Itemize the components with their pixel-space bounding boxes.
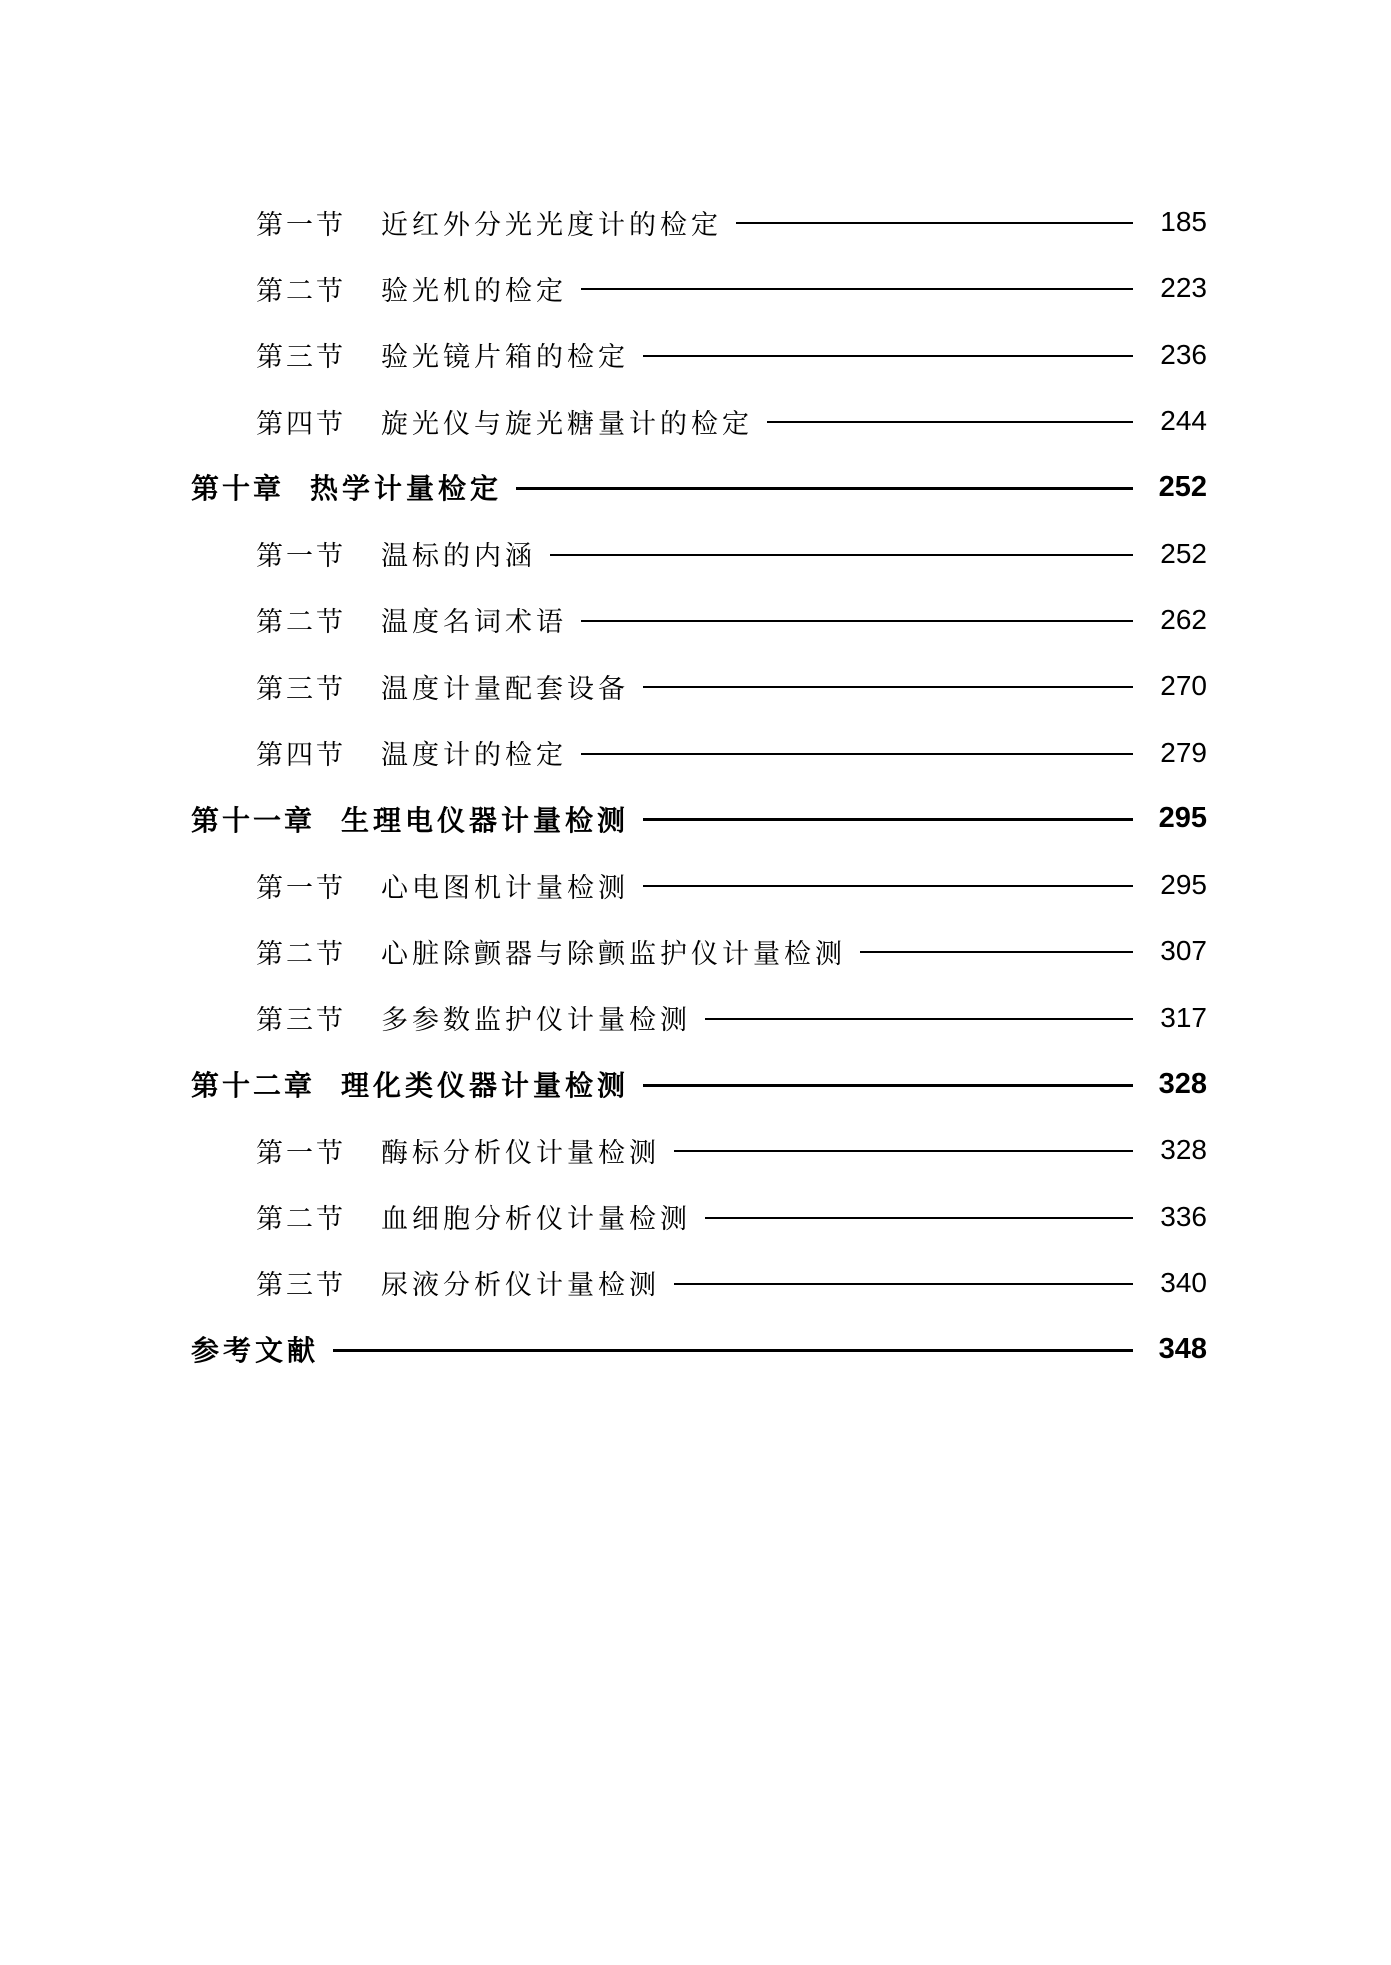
entry-label <box>256 866 639 905</box>
section-number: 第一节 <box>256 209 346 241</box>
dash-leader <box>581 288 1133 290</box>
section-number: 第三节 <box>256 1005 346 1037</box>
entry-label <box>256 600 577 639</box>
entry-label <box>256 335 639 374</box>
page-number: 252 <box>1160 537 1207 569</box>
page-number: 270 <box>1160 670 1207 702</box>
page-number: 328 <box>1160 1134 1207 1166</box>
section-title: 血细胞分析仪计量检测 <box>381 1204 691 1236</box>
toc-entry-section[interactable] <box>0 852 1391 918</box>
page-number: 262 <box>1160 603 1207 635</box>
page-number: 295 <box>1158 802 1207 835</box>
entry-label <box>256 998 701 1037</box>
dash-leader <box>860 951 1133 953</box>
toc-entry-section[interactable] <box>0 255 1391 321</box>
toc-entry-section[interactable] <box>0 189 1391 255</box>
page-number: 223 <box>1160 272 1207 304</box>
section-title: 验光机的检定 <box>381 275 567 307</box>
chapter-title: 生理电仪器计量检测 <box>341 803 630 837</box>
section-title: 验光镜片箱的检定 <box>381 342 629 374</box>
section-number: 第二节 <box>256 607 346 639</box>
section-title: 温标的内涵 <box>381 541 536 573</box>
toc-entry-section[interactable] <box>0 653 1391 719</box>
toc-entry-references[interactable] <box>0 1316 1391 1382</box>
section-number: 第三节 <box>256 1270 346 1302</box>
dash-leader <box>736 222 1133 224</box>
page-number: 340 <box>1160 1266 1207 1298</box>
section-number: 第二节 <box>256 1204 346 1236</box>
section-title: 温度名词术语 <box>381 607 567 639</box>
chapter-number: 第十二章 <box>191 1069 316 1102</box>
dash-leader <box>581 753 1133 755</box>
dash-leader <box>581 620 1133 622</box>
dash-leader <box>705 1217 1133 1219</box>
dash-leader <box>705 1018 1133 1020</box>
entry-label <box>191 1064 639 1104</box>
toc-entry-section[interactable] <box>0 587 1391 653</box>
entry-label <box>191 467 512 507</box>
entry-label <box>191 1329 329 1369</box>
page-number: 295 <box>1160 869 1207 901</box>
dash-leader <box>333 1349 1133 1352</box>
section-title: 温度计量配套设备 <box>381 673 629 705</box>
page-number: 307 <box>1160 935 1207 967</box>
section-title: 近红外分光光度计的检定 <box>381 209 722 241</box>
entry-label <box>256 269 577 308</box>
section-number: 第四节 <box>256 408 346 440</box>
dash-leader <box>643 686 1133 688</box>
page-number: 244 <box>1160 405 1207 437</box>
page-number: 328 <box>1158 1067 1207 1100</box>
toc-entry-section[interactable] <box>0 388 1391 454</box>
entry-label <box>256 733 577 772</box>
dash-leader <box>674 1283 1133 1285</box>
page-number: 317 <box>1160 1001 1207 1033</box>
chapter-number: 第十一章 <box>191 803 316 837</box>
toc-entry-chapter[interactable] <box>0 1051 1391 1117</box>
entry-label <box>256 1197 701 1236</box>
entry-label <box>191 799 639 839</box>
toc-entry-section[interactable] <box>0 322 1391 388</box>
section-number: 第一节 <box>256 872 346 904</box>
page-number: 236 <box>1160 338 1207 370</box>
page-number: 279 <box>1160 736 1207 768</box>
entry-label <box>256 932 856 971</box>
toc-entry-section[interactable] <box>0 1250 1391 1316</box>
section-number: 第二节 <box>256 938 346 970</box>
dash-leader <box>643 1084 1133 1087</box>
toc-entry-section[interactable] <box>0 918 1391 984</box>
chapter-number: 第十章 <box>191 472 285 506</box>
entry-label <box>256 402 763 441</box>
section-title: 心电图机计量检测 <box>381 872 629 904</box>
references-title: 参考文献 <box>191 1334 320 1368</box>
dash-leader <box>643 818 1133 821</box>
entry-label <box>256 534 546 573</box>
dash-leader <box>767 421 1133 423</box>
chapter-title: 热学计量检定 <box>310 472 503 506</box>
section-title: 心脏除颤器与除颤监护仪计量检测 <box>381 938 846 970</box>
page-number: 348 <box>1158 1332 1207 1365</box>
section-title: 温度计的检定 <box>381 740 567 772</box>
page-number: 252 <box>1158 470 1207 503</box>
toc-entry-section[interactable] <box>0 520 1391 586</box>
toc-entry-chapter[interactable] <box>0 454 1391 520</box>
toc-entry-section[interactable] <box>0 1183 1391 1249</box>
page-number: 336 <box>1160 1200 1207 1232</box>
entry-label <box>256 203 732 242</box>
entry-label <box>256 1131 670 1170</box>
toc-entry-chapter[interactable] <box>0 786 1391 852</box>
section-title: 酶标分析仪计量检测 <box>381 1137 660 1169</box>
chapter-title: 理化类仪器计量检测 <box>341 1069 630 1102</box>
section-number: 第二节 <box>256 275 346 307</box>
dash-leader <box>674 1150 1133 1152</box>
section-number: 第一节 <box>256 541 346 573</box>
entry-label <box>256 667 639 706</box>
entry-label <box>256 1263 670 1302</box>
section-number: 第四节 <box>256 740 346 772</box>
toc-entry-section[interactable] <box>0 719 1391 785</box>
dash-leader <box>643 885 1133 887</box>
section-title: 尿液分析仪计量检测 <box>381 1270 660 1302</box>
section-title: 旋光仪与旋光糖量计的检定 <box>381 408 753 440</box>
section-number: 第一节 <box>256 1137 346 1169</box>
dash-leader <box>516 487 1133 490</box>
dash-leader <box>550 554 1133 556</box>
toc-entry-section[interactable] <box>0 985 1391 1051</box>
page-number: 185 <box>1160 206 1207 238</box>
section-number: 第三节 <box>256 673 346 705</box>
dash-leader <box>643 355 1133 357</box>
toc-entry-section[interactable] <box>0 1117 1391 1183</box>
table-of-contents <box>0 189 1391 1382</box>
section-title: 多参数监护仪计量检测 <box>381 1005 691 1037</box>
section-number: 第三节 <box>256 342 346 374</box>
